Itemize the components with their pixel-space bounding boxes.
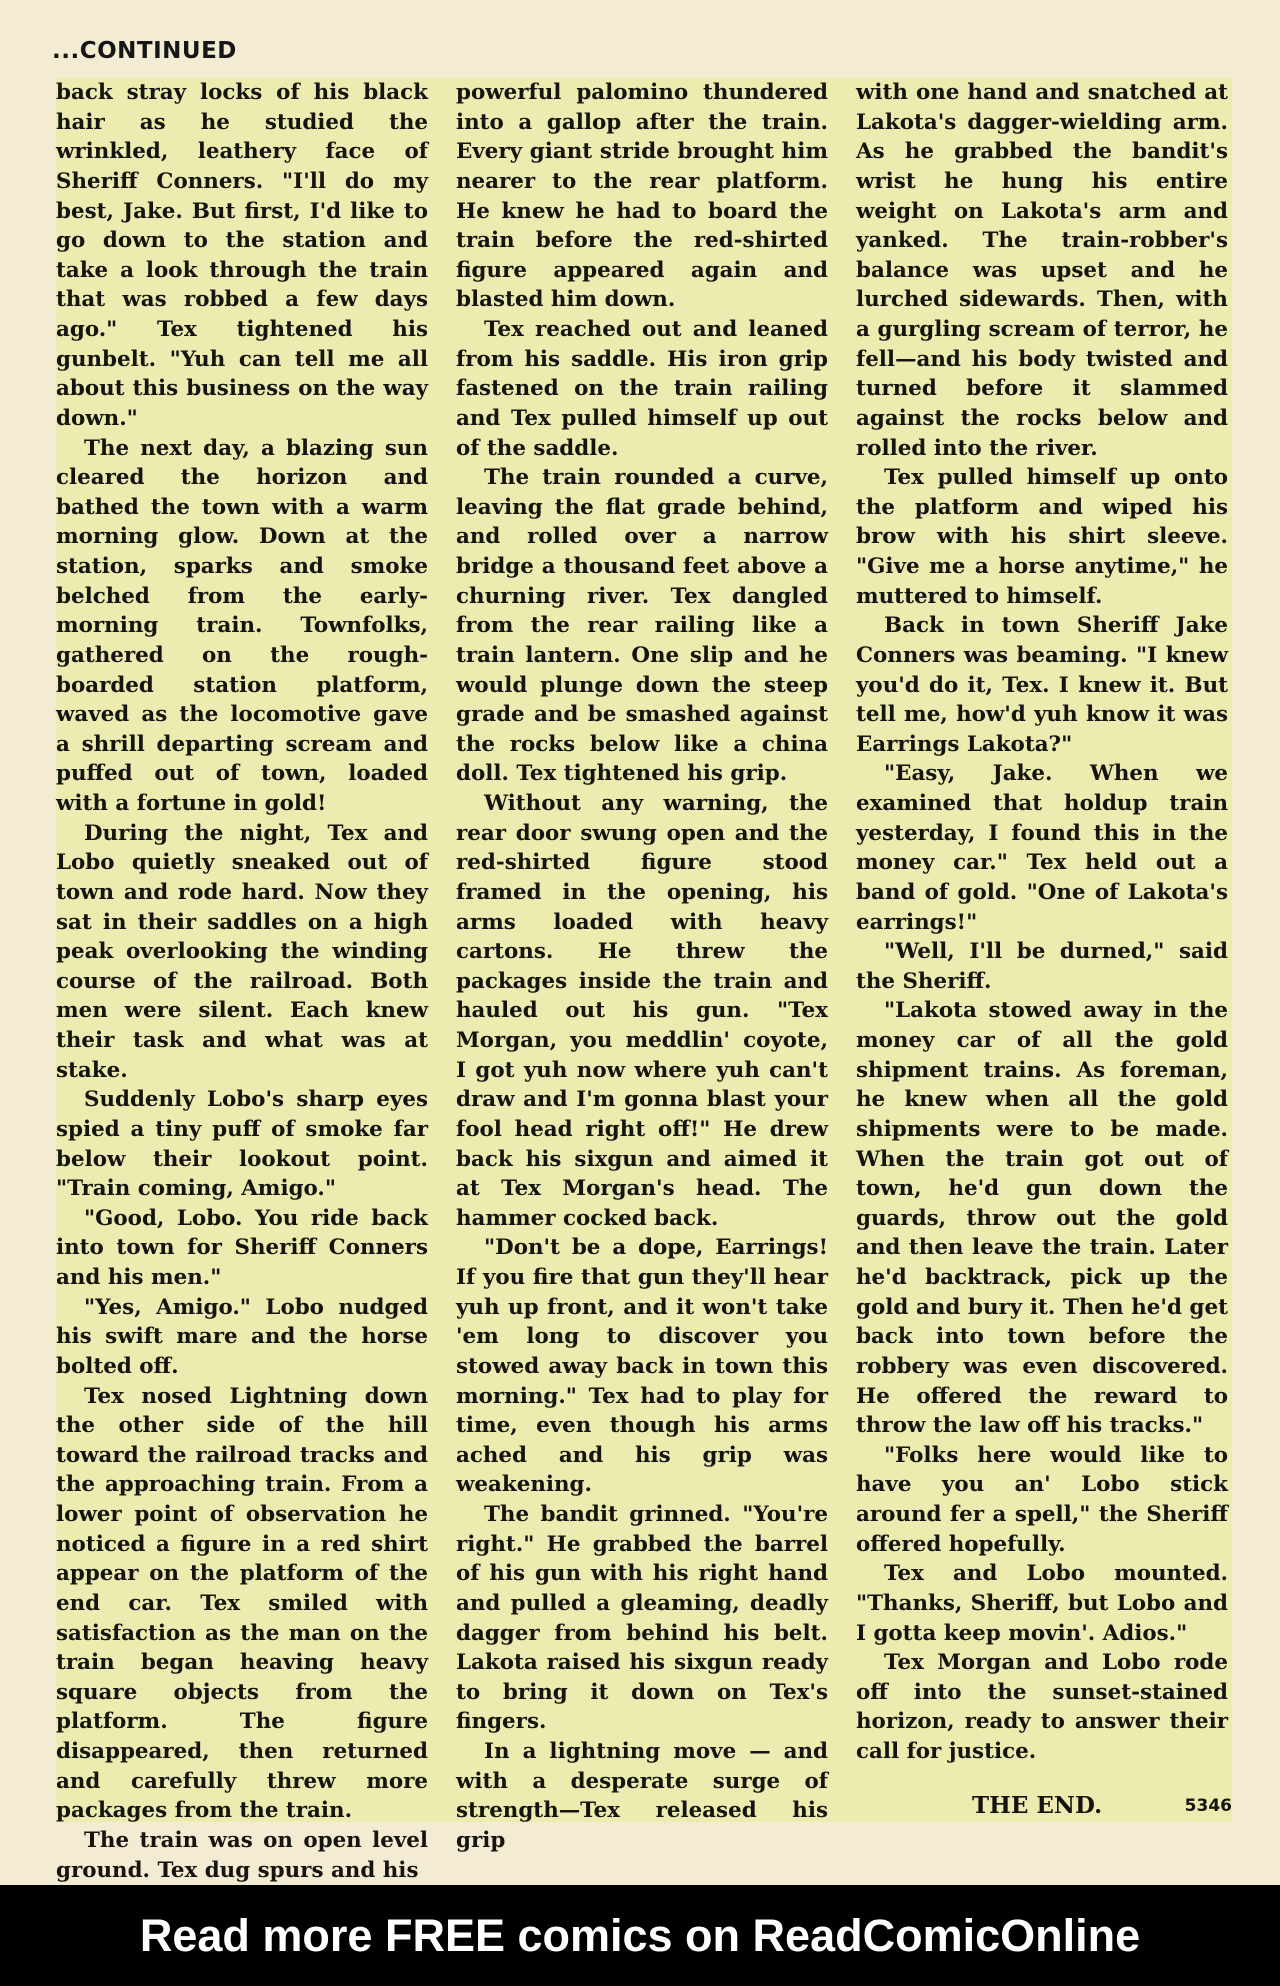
the-end-label: THE END.: [972, 1792, 1103, 1819]
continued-header: ...CONTINUED: [52, 38, 237, 64]
story-footer: [972, 1792, 1232, 1824]
story-paragraph: Tex nosed Lightning down the other side of the hill toward the railroad tracks and the approaching train. From a lower point of observation he noticed a figure in a red shirt appear on the platform of the end car. Tex smiled with satisfaction as the man on the train began heaving heavy square objects from the platform. The figure disappeared, then returned and carefully threw more packages from the train.: [56, 1383, 428, 1824]
story-paragraph: powerful palomino thundered into a gallop after the train. Every giant stride brought him nearer to the rear platform. He knew he had to board the train before the red-shirted figure appeared again and blasted him down.: [456, 80, 828, 313]
story-paragraph: In a lightning move — and with a desperate surge of strength—Tex released his grip: [456, 1739, 828, 1853]
story-paragraph: back stray locks of his black hair as he studied the wrinkled, leathery face of Sheriff Conners. "I'll do my best, Jake. But first, I'd like to go down to the station and take a look through the train that was robbed a few days ago." Tex tightened his gunbelt. "Yuh can tell me all about this business on the way down.": [56, 80, 428, 431]
page-code: 5346: [1184, 1796, 1232, 1816]
story-column-3: [856, 78, 1228, 1823]
story-paragraph: The train was on open level ground. Tex dug spurs and his: [56, 1827, 428, 1883]
story-paragraph: Tex pulled himself up onto the platform and wiped his brow with his shirt sleeve. "Give me a horse anytime," he muttered to himself.: [856, 465, 1228, 609]
story-paragraph: The train rounded a curve, leaving the flat grade behind, and rolled over a narrow bridge a thousand feet above a churning river. Tex dangled from the rear railing like a train lantern. One slip and he would plunge down the steep grade and be smashed against the rocks below like a china doll. Tex tightened his grip.: [456, 465, 828, 787]
story-column-1: [56, 78, 428, 1883]
story-paragraph: Tex Morgan and Lobo rode off into the sunset-stained horizon, ready to answer their call for justice.: [856, 1650, 1228, 1764]
story-paragraph: The next day, a blazing sun cleared the horizon and bathed the town with a warm morning glow. Down at the station, sparks and smoke belched from the early-morning train. Townfolks, gathered on the rough-boarded station platform, waved as the locomotive gave a shrill departing scream and puffed out of town, loaded with a fortune in gold!: [56, 435, 428, 816]
story-paragraph: "Well, I'll be durned," said the Sheriff.: [856, 939, 1228, 994]
promo-banner-text: Read more FREE comics on ReadComicOnline: [139, 1909, 1141, 1961]
story-paragraph: Tex and Lobo mounted. "Thanks, Sheriff, but Lobo and I gotta keep movin'. Adios.": [856, 1561, 1228, 1646]
story-paragraph: Back in town Sheriff Jake Conners was beaming. "I knew you'd do it, Tex. I knew it. But tell me, how'd yuh know it was Earrings Lakota?": [856, 613, 1228, 757]
story-paragraph: "Lakota stowed away in the money car of all the gold shipment trains. As foreman, he knew when all the gold shipments were to be made. When the train got out of town, he'd gun down the guards, throw out the gold and then leave the train. Later he'd backtrack, pick up the gold and bury it. Then he'd get back into town before the robbery was even discovered. He offered the reward to throw the law off his tracks.": [856, 998, 1228, 1439]
story-paragraph: Tex reached out and leaned from his saddle. His iron grip fastened on the train railing and Tex pulled himself up out of the saddle.: [456, 317, 828, 461]
story-paragraph: Suddenly Lobo's sharp eyes spied a tiny puff of smoke far below their lookout point. "Train coming, Amigo.": [56, 1087, 428, 1202]
story-paragraph: "Easy, Jake. When we examined that holdup train yesterday, I found this in the money car." Tex held out a band of gold. "One of Lakota's earrings!": [856, 761, 1228, 935]
story-paragraph: "Don't be a dope, Earrings! If you fire that gun they'll hear yuh up front, and it won't take 'em long to discover you stowed away back in town this morning." Tex had to play for time, even though his arms ached and his grip was weakening.: [456, 1235, 828, 1498]
story-paragraph: "Yes, Amigo." Lobo nudged his swift mare and the horse bolted off.: [56, 1294, 428, 1379]
promo-banner[interactable]: [0, 1885, 1280, 1986]
story-column-2: [456, 78, 828, 1853]
story-paragraph: "Good, Lobo. You ride back into town for Sheriff Conners and his men.": [56, 1205, 428, 1290]
story-paragraph: "Folks here would like to have you an' Lobo stick around fer a spell," the Sheriff offered hopefully.: [856, 1442, 1228, 1557]
story-paragraph: Without any warning, the rear door swung open and the red-shirted figure stood framed in the opening, his arms loaded with heavy cartons. He threw the packages inside the train and hauled out his gun. "Tex Morgan, you meddlin' coyote, I got yuh now where yuh can't draw and I'm gonna blast your fool head right off!" He drew back his sixgun and aimed it at Tex Morgan's head. The hammer cocked back.: [456, 791, 828, 1231]
story-paragraph: During the night, Tex and Lobo quietly sneaked out of town and rode hard. Now they sat in their saddles on a high peak overlooking the winding course of the railroad. Both men were silent. Each knew their task and what was at stake.: [56, 820, 428, 1083]
story-paragraph: with one hand and snatched at Lakota's dagger-wielding arm. As he grabbed the bandit's wrist he hung his entire weight on Lakota's arm and yanked. The train-robber's balance was upset and he lurched sidewards. Then, with a gurgling scream of terror, he fell—and his body twisted and turned before it slammed against the rocks below and rolled into the river.: [856, 80, 1228, 461]
story-paragraph: The bandit grinned. "You're right." He grabbed the barrel of his gun with his right hand and pulled a gleaming, deadly dagger from behind his belt. Lakota raised his sixgun ready to bring it down on Tex's fingers.: [456, 1502, 828, 1735]
